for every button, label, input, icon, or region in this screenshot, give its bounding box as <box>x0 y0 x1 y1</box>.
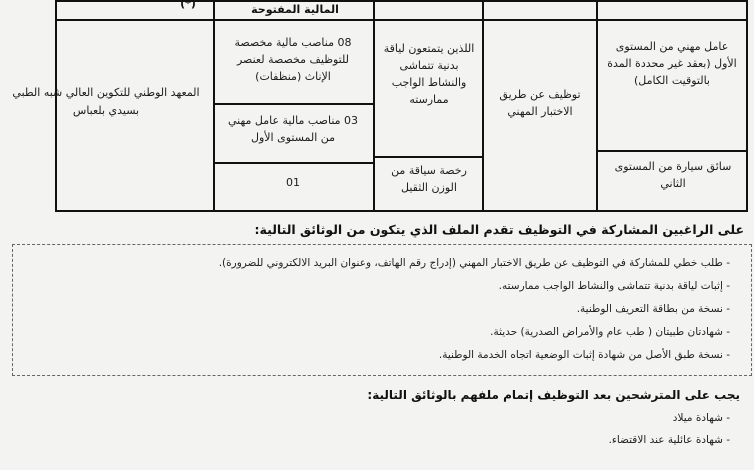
list-item: - نسخة من بطاقة التعريف الوطنية. <box>576 303 730 315</box>
list-item: - شهادتان طبيتان ( طب عام والأمراض الصدرية) حديثة. <box>490 326 730 338</box>
section-2-title: يجب على المترشحين بعد التوظيف إتمام ملفهم بالوثائق التالية: <box>367 388 740 402</box>
header-note: (*) <box>180 0 196 10</box>
posts-cell-2: 03 مناصب مالية عامل مهني من المستوى الأول <box>227 114 359 144</box>
grade-cell-1: عامل مهني من المستوى الأول (بعقد غير محددة المدة بالتوقيت الكامل) <box>607 40 737 87</box>
list-item: - شهادة عائلية عند الاقتضاء. <box>608 434 730 446</box>
condition-cell-1: اللذين يتمتعون لياقة بدنية تتماشى والنشاط الواجب ممارسته <box>383 42 475 106</box>
header-open-posts: المالية المفتوحة <box>251 3 339 16</box>
posts-cell-3: 01 <box>286 176 300 189</box>
recruitment-table <box>12 0 748 212</box>
section-1-title: على الراغبين المشاركة في التوظيف تقدم الملف الذي يتكون من الوثائق التالية: <box>254 222 744 237</box>
list-item: - شهادة ميلاد <box>672 412 730 424</box>
list-item: - طلب خطي للمشاركة في التوظيف عن طريق الاختبار المهني (إدراج رقم الهاتف، وعنوان البريد الالكتروني للضرورة). <box>218 257 730 269</box>
list-item: - نسخة طبق الأصل من شهادة إثبات الوضعية اتجاه الخدمة الوطنية. <box>438 349 730 361</box>
list-item: - إثبات لياقة بدنية تتماشى والنشاط الواجب ممارسته. <box>498 280 730 292</box>
condition-cell-2: رخصة سياقة من الوزن الثقيل <box>391 164 467 194</box>
mode-cell: توظيف عن طريق الاختبار المهني <box>499 88 581 118</box>
posts-cell-1: 08 مناصب مالية مخصصة للتوظيف مخصصة لعنصر الإناث (منظفات) <box>234 36 352 83</box>
institution-cell: المعهد الوطني للتكوين العالي شبه الطبي بسيدي بلعباس <box>12 86 200 117</box>
grade-cell-2: سائق سيارة من المستوى الثاني <box>614 160 732 190</box>
